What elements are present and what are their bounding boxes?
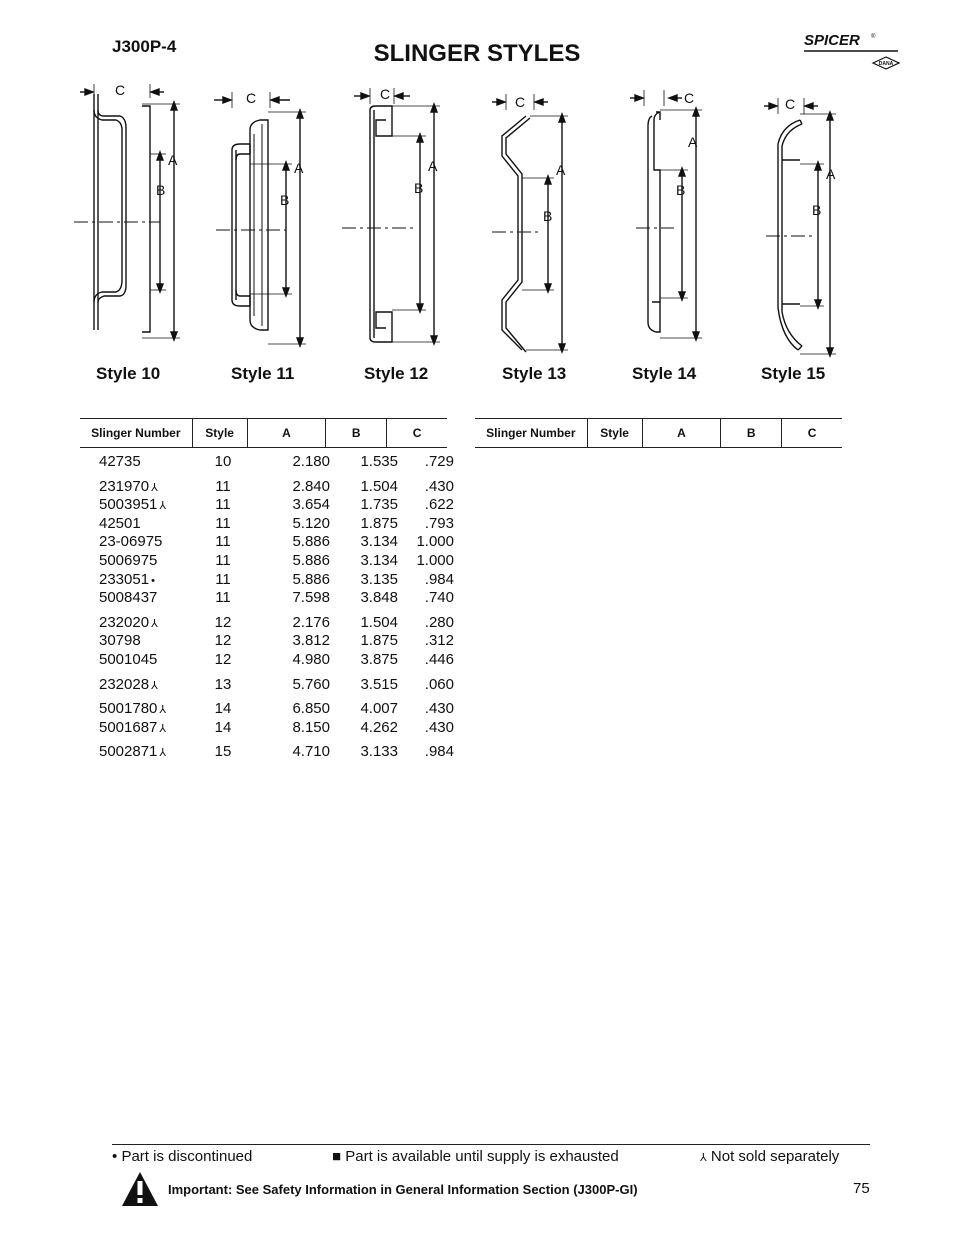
slinger-number: 5001687 xyxy=(99,718,158,736)
column-header-style: Style xyxy=(192,419,247,447)
availability-mark: ⅄ xyxy=(159,500,167,513)
style-label: Style 15 xyxy=(761,364,826,383)
slinger-number: 5002871 xyxy=(99,743,158,761)
availability-mark: ⅄ xyxy=(151,481,158,494)
cell-b: 3.515 xyxy=(360,675,398,693)
slinger-number: 232020 xyxy=(99,613,150,631)
cell-b: 3.134 xyxy=(360,551,398,569)
dim-label-a: A xyxy=(168,152,178,168)
legend-text: Not sold separately xyxy=(710,1148,840,1165)
column-header-style: Style xyxy=(587,419,642,447)
dim-label-c: C xyxy=(785,96,796,112)
warning-icon xyxy=(121,1171,159,1212)
page-title: SLINGER STYLES xyxy=(373,40,581,67)
table-row xyxy=(80,496,454,515)
dim-label-b: B xyxy=(812,202,822,218)
style-13-diagram xyxy=(478,80,588,360)
dim-label-b: B xyxy=(676,182,686,198)
cell-b: 3.875 xyxy=(360,650,398,668)
legend-symbol: ⅄ xyxy=(700,1152,707,1164)
dim-label-b: B xyxy=(543,208,553,224)
cell-b: 1.504 xyxy=(360,613,398,631)
cell-slinger-number xyxy=(80,743,211,762)
cell-c: .430 xyxy=(424,718,454,736)
column-header-a: A xyxy=(247,419,326,447)
footer-divider xyxy=(112,1144,870,1145)
table-row xyxy=(80,651,454,670)
legend-supply-exhausted xyxy=(332,1148,619,1165)
cell-slinger-number xyxy=(80,719,211,738)
slinger-number: 5008437 xyxy=(99,589,158,607)
table-row xyxy=(80,632,454,651)
table-header xyxy=(475,419,842,448)
cell-b: 3.134 xyxy=(360,533,398,551)
dim-label-c: C xyxy=(115,82,126,98)
cell-style: 14 xyxy=(214,718,232,736)
page-number: 75 xyxy=(853,1180,870,1197)
cell-slinger-number xyxy=(80,632,211,651)
dim-label-a: A xyxy=(294,160,304,176)
cell-c: .984 xyxy=(424,570,454,588)
cell-a: 6.850 xyxy=(292,700,330,718)
cell-style: 12 xyxy=(214,632,232,650)
cell-slinger-number xyxy=(80,651,211,670)
dim-label-a: A xyxy=(826,166,836,182)
table-row xyxy=(80,676,454,695)
document-code: J300P-4 xyxy=(112,37,177,56)
cell-style: 11 xyxy=(215,551,231,569)
cell-style: 14 xyxy=(214,700,232,718)
dim-label-a: A xyxy=(428,158,438,174)
cell-c: .312 xyxy=(424,632,454,650)
table-row xyxy=(80,614,454,633)
svg-text:DANA: DANA xyxy=(878,61,894,67)
availability-mark: ⅄ xyxy=(159,704,167,717)
svg-text:®: ® xyxy=(871,34,876,40)
legend-symbol: ■ xyxy=(332,1148,342,1165)
cell-slinger-number xyxy=(80,515,211,534)
dim-label-a: A xyxy=(556,162,566,178)
cell-slinger-number xyxy=(80,453,211,472)
cell-c: .280 xyxy=(424,613,454,631)
cell-a: 5.886 xyxy=(292,551,330,569)
cell-style: 11 xyxy=(215,570,231,588)
slinger-number: 5006975 xyxy=(99,551,158,569)
style-label: Style 12 xyxy=(364,364,429,383)
table-row xyxy=(80,478,454,497)
slinger-number: 5001780 xyxy=(99,700,158,718)
style-label: Style 10 xyxy=(96,364,161,383)
cell-style: 13 xyxy=(214,675,232,693)
column-header-b: B xyxy=(720,419,781,447)
cell-style: 11 xyxy=(215,496,231,514)
cell-c: .793 xyxy=(424,514,454,532)
style-label: Style 11 xyxy=(231,364,295,383)
slinger-number: 231970 xyxy=(99,477,150,495)
style-14-diagram xyxy=(612,80,722,360)
cell-c: .446 xyxy=(424,650,454,668)
legend-discontinued xyxy=(112,1148,252,1165)
cell-slinger-number xyxy=(80,552,211,571)
cell-b: 3.135 xyxy=(360,570,398,588)
cell-a: 3.812 xyxy=(292,632,330,650)
availability-mark: ⅄ xyxy=(151,617,158,630)
dim-label-c: C xyxy=(684,90,695,106)
cell-b: 4.007 xyxy=(360,700,398,718)
dim-label-c: C xyxy=(515,94,526,110)
cell-slinger-number xyxy=(80,614,211,633)
cell-style: 11 xyxy=(215,514,231,532)
table-row xyxy=(80,453,454,472)
table-row xyxy=(80,552,454,571)
cell-b: 1.504 xyxy=(360,477,398,495)
cell-c: .060 xyxy=(424,675,454,693)
availability-mark: • xyxy=(151,574,155,587)
cell-a: 4.980 xyxy=(292,650,330,668)
cell-c: .740 xyxy=(424,589,454,607)
table-row xyxy=(80,571,454,590)
slinger-number: 42501 xyxy=(99,514,141,532)
style-12-diagram xyxy=(340,80,450,360)
slinger-number: 5001045 xyxy=(99,650,158,668)
cell-a: 3.654 xyxy=(292,496,330,514)
cell-style: 15 xyxy=(214,743,232,761)
cell-slinger-number xyxy=(80,700,211,719)
spicer-logo xyxy=(800,28,900,73)
table-row xyxy=(80,589,454,608)
cell-c: .729 xyxy=(424,453,454,470)
dim-label-c: C xyxy=(246,90,257,106)
cell-a: 5.120 xyxy=(292,514,330,532)
cell-b: 1.735 xyxy=(360,496,398,514)
legend-symbol: • xyxy=(112,1148,118,1165)
cell-style: 10 xyxy=(214,453,232,470)
table-row xyxy=(80,700,454,719)
cell-b: 1.875 xyxy=(360,632,398,650)
dim-label-c: C xyxy=(380,86,391,102)
slinger-table-left xyxy=(80,418,454,761)
column-header-slinger-number: Slinger Number xyxy=(91,426,181,440)
cell-a: 4.710 xyxy=(292,743,330,761)
cell-c: .984 xyxy=(424,743,454,761)
cell-slinger-number xyxy=(80,496,211,515)
column-header-b: B xyxy=(325,419,386,447)
column-header-c: C xyxy=(386,419,447,447)
cell-b: 1.535 xyxy=(360,453,398,470)
cell-c: .430 xyxy=(424,477,454,495)
style-label: Style 14 xyxy=(632,364,697,383)
dim-label-b: B xyxy=(156,182,166,198)
slinger-number: 30798 xyxy=(99,632,141,650)
cell-b: 3.133 xyxy=(360,743,398,761)
slinger-number: 5003951 xyxy=(99,496,158,514)
cell-slinger-number xyxy=(80,589,211,608)
cell-c: 1.000 xyxy=(416,551,454,569)
column-header-c: C xyxy=(781,419,842,447)
cell-style: 11 xyxy=(215,533,231,551)
dim-label-b: B xyxy=(414,180,424,196)
cell-slinger-number xyxy=(80,676,211,695)
cell-style: 12 xyxy=(214,613,232,631)
cell-b: 3.848 xyxy=(360,589,398,607)
availability-mark: ⅄ xyxy=(159,747,167,760)
cell-a: 2.176 xyxy=(292,613,330,631)
legend-text: Part is discontinued xyxy=(121,1148,253,1165)
cell-style: 12 xyxy=(214,650,232,668)
svg-text:SPICER: SPICER xyxy=(804,32,860,49)
cell-a: 5.886 xyxy=(292,533,330,551)
style-11-diagram xyxy=(210,80,320,360)
cell-slinger-number xyxy=(80,533,211,552)
slinger-table-right xyxy=(475,418,842,448)
cell-a: 2.840 xyxy=(292,477,330,495)
slinger-number: 42735 xyxy=(99,453,141,470)
slinger-number: 23-06975 xyxy=(99,533,163,551)
slinger-number: 232028 xyxy=(99,675,150,693)
dim-label-a: A xyxy=(688,134,698,150)
cell-c: .622 xyxy=(424,496,454,514)
cell-a: 5.886 xyxy=(292,570,330,588)
legend-text: Part is available until supply is exhausted xyxy=(345,1148,619,1165)
table-row xyxy=(80,743,454,762)
style-label: Style 13 xyxy=(502,364,567,383)
cell-a: 7.598 xyxy=(292,589,330,607)
style-15-diagram xyxy=(752,80,862,360)
cell-a: 8.150 xyxy=(292,718,330,736)
cell-c: .430 xyxy=(424,700,454,718)
cell-slinger-number xyxy=(80,571,211,590)
cell-slinger-number xyxy=(80,478,211,497)
column-header-a: A xyxy=(642,419,721,447)
column-header-slinger-number: Slinger Number xyxy=(486,426,576,440)
availability-mark: ⅄ xyxy=(151,679,158,692)
availability-mark: ⅄ xyxy=(159,722,167,735)
table-row xyxy=(80,719,454,738)
cell-b: 1.875 xyxy=(360,514,398,532)
cell-style: 11 xyxy=(215,589,231,607)
safety-note: Important: See Safety Information in General Information Section (J300P-GI) xyxy=(168,1182,638,1197)
cell-a: 2.180 xyxy=(292,453,330,470)
cell-a: 5.760 xyxy=(292,675,330,693)
cell-style: 11 xyxy=(215,477,231,495)
table-row xyxy=(80,533,454,552)
cell-c: 1.000 xyxy=(416,533,454,551)
legend-not-sold-separately xyxy=(700,1148,839,1165)
table-body xyxy=(80,453,454,762)
style-10-diagram xyxy=(72,80,192,360)
cell-b: 4.262 xyxy=(360,718,398,736)
slinger-number: 233051 xyxy=(99,570,150,588)
dim-label-b: B xyxy=(280,192,290,208)
table-header xyxy=(80,419,447,448)
table-row xyxy=(80,515,454,534)
